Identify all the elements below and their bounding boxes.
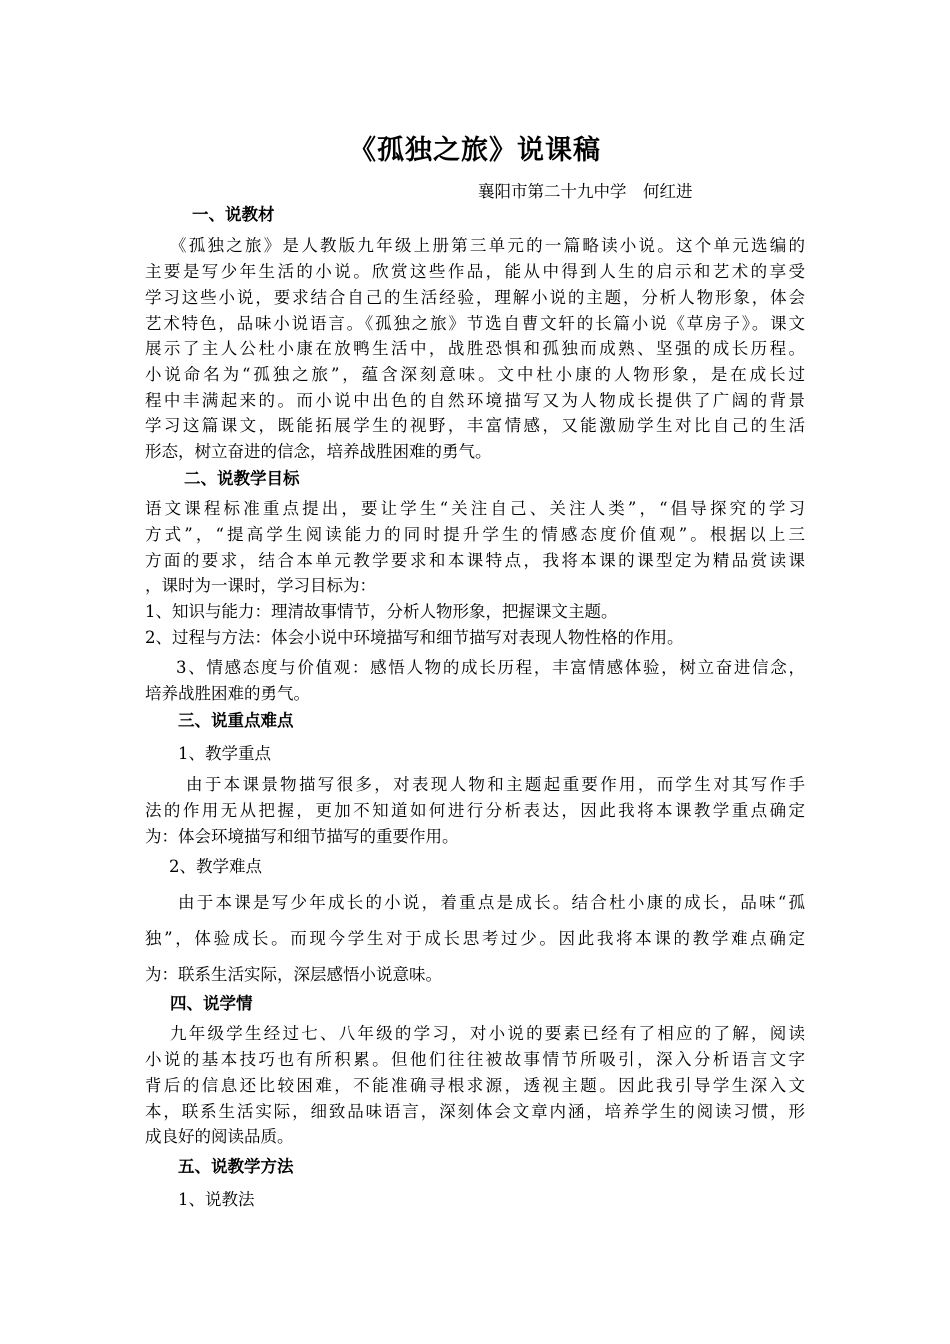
paragraph-line: 主要是写少年生活的小说。欣赏这些作品，能从中得到人生的启示和艺术的享受 <box>145 262 805 281</box>
paragraph-line: 本，联系生活实际，细致品味语言，深刻体会文章内涵，培养学生的阅读习惯，形 <box>145 1102 805 1121</box>
paragraph-line: 小说命名为“孤独之旅”，蕴含深刻意味。文中杜小康的人物形象，是在成长过 <box>145 365 805 384</box>
author-line: 襄阳市第二十九中学 何红进 <box>478 182 693 201</box>
paragraph-line: 学习这些小说，要求结合自己的生活经验，理解小说的主题，分析人物形象，体会 <box>145 288 805 307</box>
paragraph-line: 九年级学生经过七、八年级的学习，对小说的要素已经有了相应的了解，阅读 <box>170 1024 805 1043</box>
section-heading-methods: 五、说教学方法 <box>178 1157 294 1176</box>
goal-item: 2、过程与方法：体会小说中环境描写和细节描写对表现人物性格的作用。 <box>145 628 684 647</box>
subsection-heading: 2、教学难点 <box>169 857 262 876</box>
paragraph-line: 艺术特色，品味小说语言。《孤独之旅》节选自曹文轩的长篇小说《草房子》。课文 <box>145 314 805 333</box>
paragraph-line: 由于本课景物描写很多，对表现人物和主题起重要作用，而学生对其写作手 <box>186 775 805 794</box>
paragraph-line: 程中丰满起来的。而小说中出色的自然环境描写又为人物成长提供了广阔的背景 <box>145 391 805 410</box>
paragraph-line: 方面的要求，结合本单元教学要求和本课特点，我将本课的课型定为精品赏读课 <box>145 551 805 570</box>
paragraph-line: 成良好的阅读品质。 <box>145 1127 294 1146</box>
paragraph-line: 展示了主人公杜小康在放鸭生活中，战胜恐惧和孤独而成熟、坚强的成长历程。 <box>145 339 805 358</box>
document-title: 《孤独之旅》说课稿 <box>349 135 601 166</box>
paragraph-line: 语文课程标准重点提出，要让学生“关注自己、关注人类”，“倡导探究的学习 <box>145 499 805 518</box>
paragraph-line: 法的作用无从把握，更加不知道如何进行分析表达，因此我将本课教学重点确定 <box>145 801 805 820</box>
paragraph-line: 由于本课是写少年成长的小说，着重点是成长。结合杜小康的成长，品味“孤 <box>178 893 805 912</box>
paragraph-line: 《孤独之旅》是人教版九年级上册第三单元的一篇略读小说。这个单元选编的 <box>170 236 805 255</box>
paragraph-line: 形态，树立奋进的信念，培养战胜困难的勇气。 <box>145 442 492 461</box>
section-heading-learners: 四、说学情 <box>170 994 253 1013</box>
subsection-heading: 1、教学重点 <box>178 744 271 763</box>
paragraph-line: 背后的信息还比较困难，不能准确寻根求源，透视主题。因此我引导学生深入文 <box>145 1076 805 1095</box>
goal-item: 1、知识与能力：理清故事情节，分析人物形象，把握课文主题。 <box>145 602 618 621</box>
goal-item: 3、情感态度与价值观：感悟人物的成长历程，丰富情感体验，树立奋进信念， <box>176 658 805 677</box>
section-heading-goals: 二、说教学目标 <box>184 469 300 488</box>
section-heading-textbook: 一、说教材 <box>192 205 275 224</box>
subsection-heading: 1、说教法 <box>178 1190 255 1209</box>
paragraph-line: 小说的基本技巧也有所积累。但他们往往被故事情节所吸引，深入分析语言文字 <box>145 1050 805 1069</box>
paragraph-line: 方式”，“提高学生阅读能力的同时提升学生的情感态度价值观”。根据以上三 <box>145 525 805 544</box>
section-heading-key-points: 三、说重点难点 <box>178 711 294 730</box>
paragraph-line: 培养战胜困难的勇气。 <box>145 684 310 703</box>
paragraph-line: 为：联系生活实际，深层感悟小说意味。 <box>145 965 442 984</box>
paragraph-line: 学习这篇课文，既能拓展学生的视野，丰富情感，又能激励学生对比自己的生活 <box>145 416 805 435</box>
paragraph-line: ，课时为一课时，学习目标为： <box>145 576 376 595</box>
paragraph-line: 为：体会环境描写和细节描写的重要作用。 <box>145 827 459 846</box>
paragraph-line: 独”，体验成长。而现今学生对于成长思考过少。因此我将本课的教学难点确定 <box>145 929 805 948</box>
